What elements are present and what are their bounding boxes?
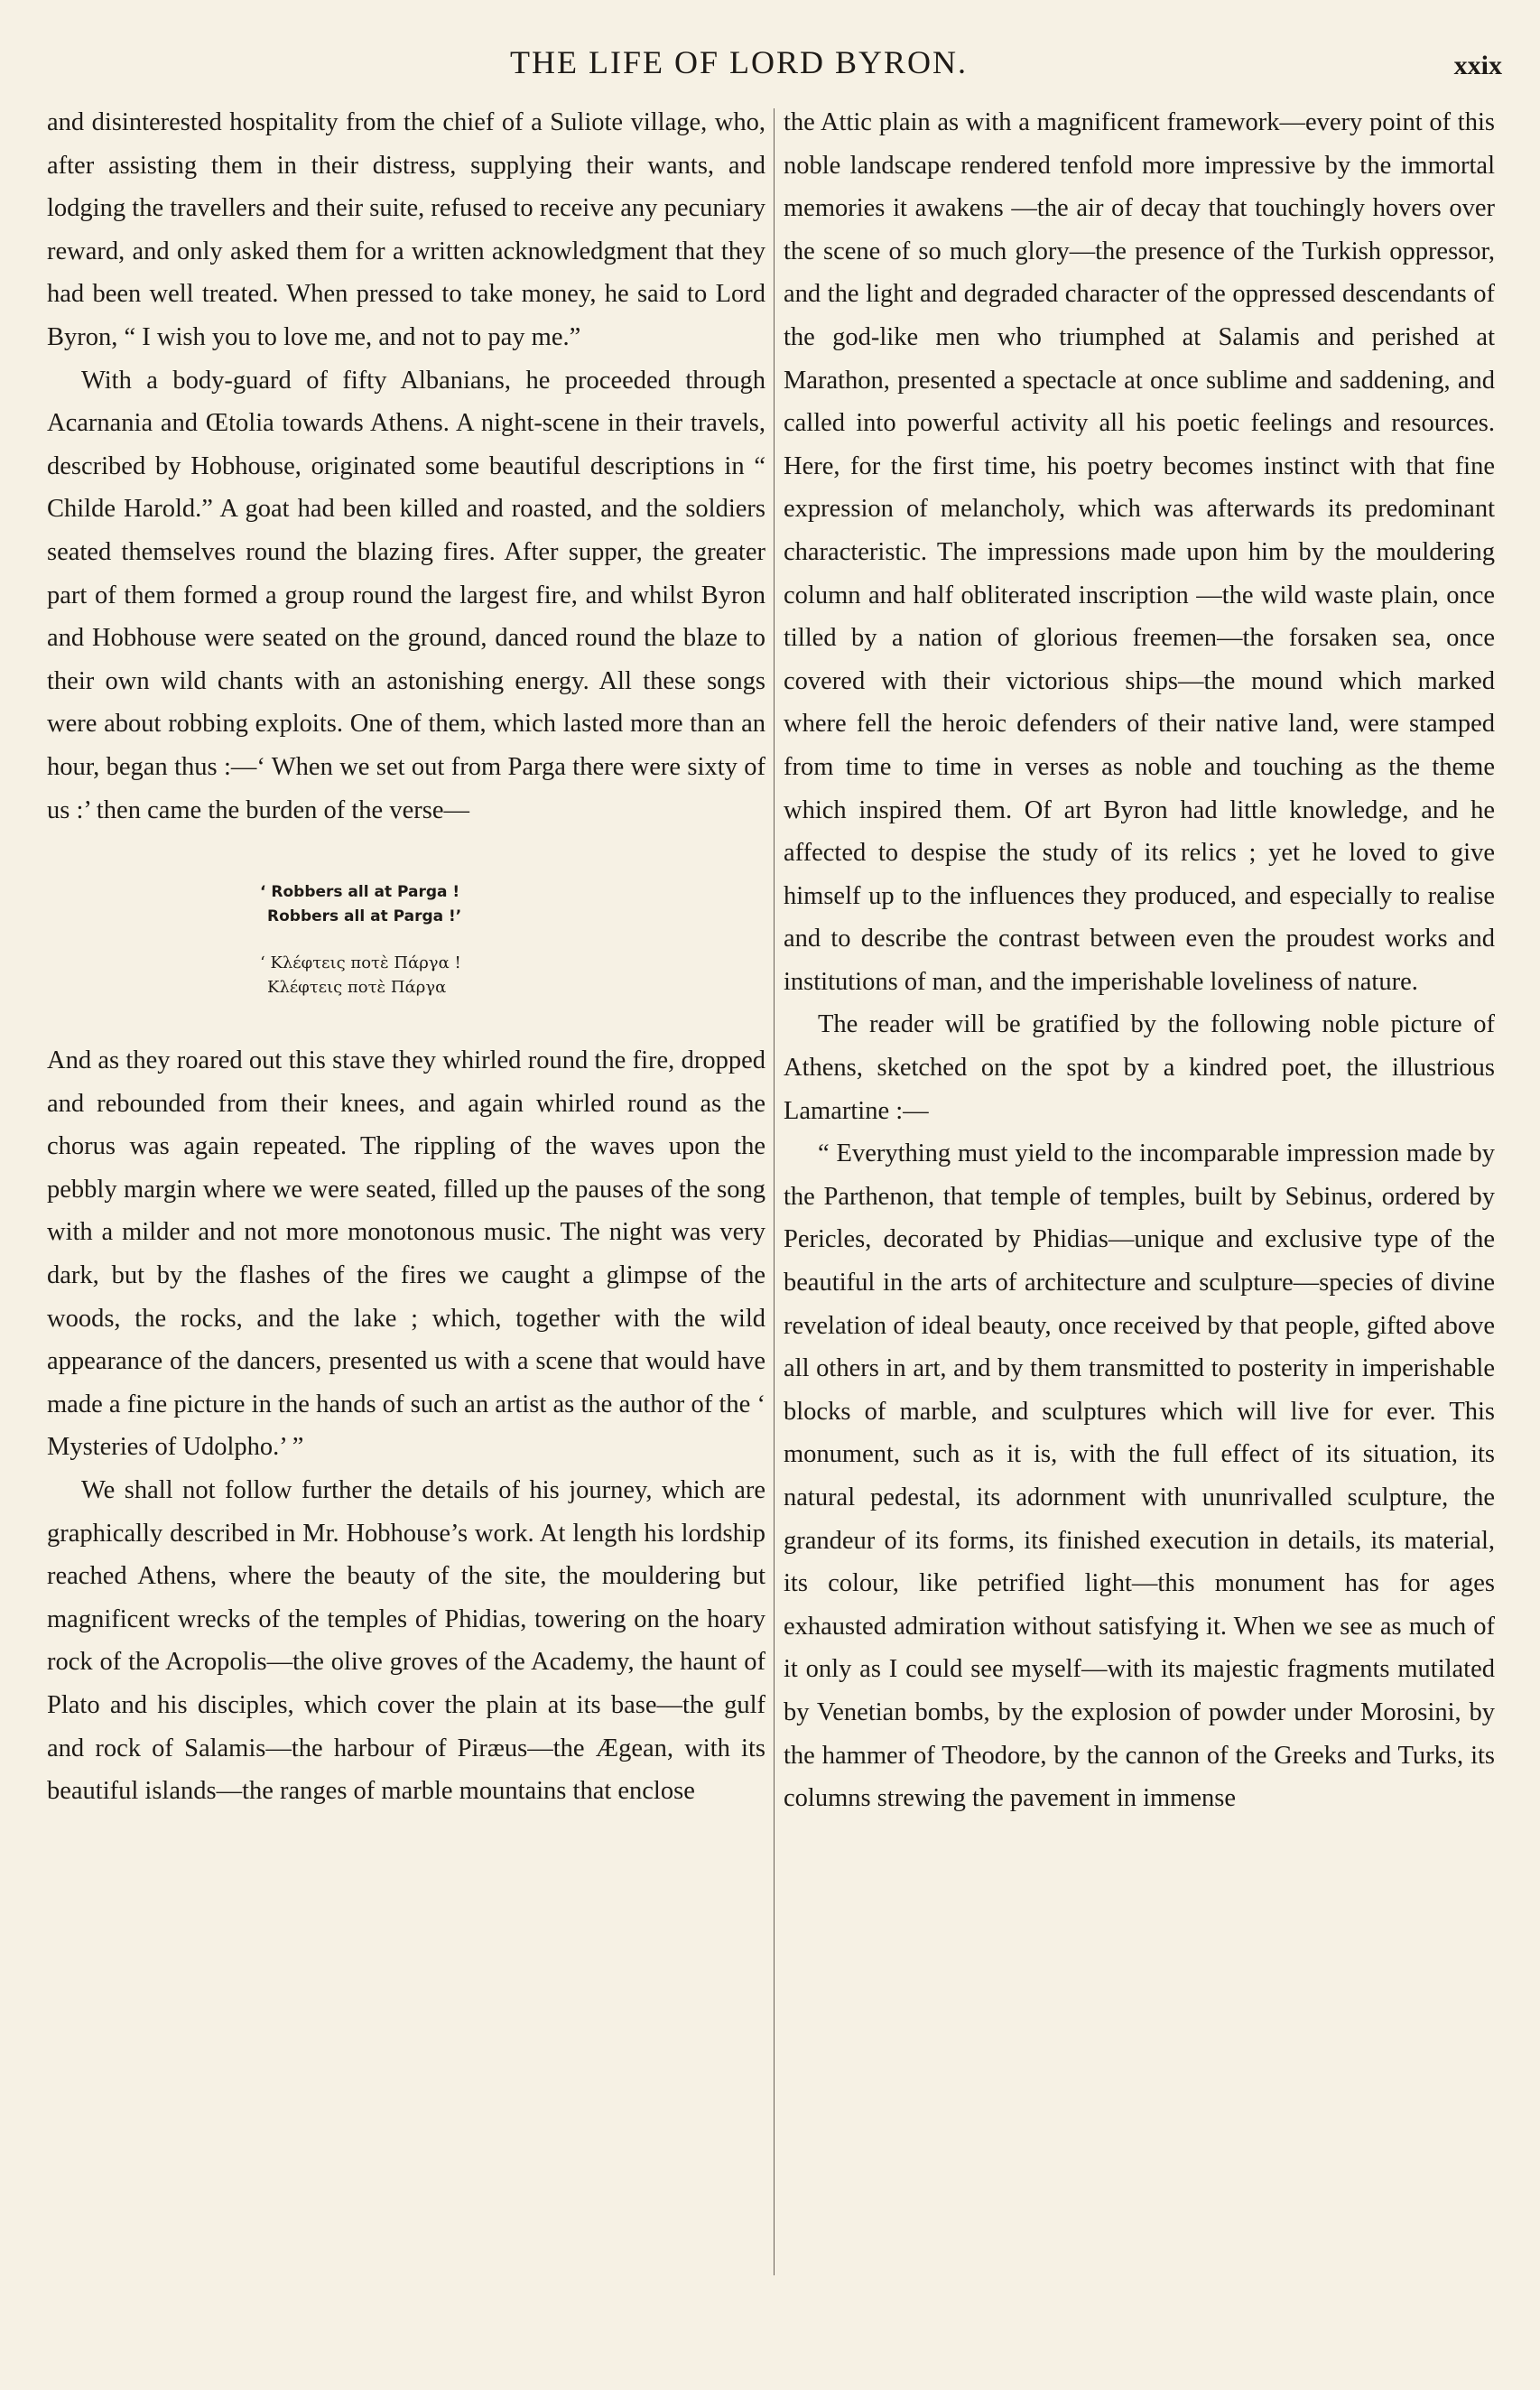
right-column bbox=[784, 101, 1495, 1820]
left-paragraph-1: and disinterested hospitality from the chief of a Suliote village, who, after assisting them in their distress, supplying their wants, and lodging the travellers and their suite, refused to receive any pecuniary reward, and only asked them for a written acknowledgment that they had been well treated. When pressed to take money, he said to Lord Byron, “ I wish you to love me, and not to pay me.” bbox=[47, 108, 765, 351]
left-paragraph-4: We shall not follow further the details of his journey, which are graphically described in Mr. Hobhouse’s work. At length his lordship reached Athens, where the beauty of the site, the mouldering but magnificent wrecks of the temples of Phidias, towering on the hoary rock of the Acropolis—the olive groves of the Academy, the haunt of Plato and his disciples, which cover the plain at its base—the gulf and rock of Salamis—the harbour of Piræus—the Ægean, with its beautiful islands—the ranges of marble mountains that enclose bbox=[47, 1476, 765, 1806]
verse-english bbox=[260, 880, 765, 929]
verse-english-line-2: Robbers all at Parga !’ bbox=[267, 907, 462, 926]
verse-greek-line-1: ‘ Κλέφτεις ποτὲ Πάργα ! bbox=[260, 953, 461, 973]
left-paragraph-3: And as they roared out this stave they whirled round the fire, dropped and rebounded from their knees, and again whirled round as the chorus was again repeated. The rippling of the waves upon the pebbly margin where we were seated, filled up the pauses of the song with a milder and not more monotonous music. The night was very dark, but by the flashes of the fires we caught a glimpse of the woods, the rocks, and the lake ; which, together with the wild appearance of the dancers, presented us with a scene that would have made a fine picture in the hands of such an artist as the author of the ‘ Mysteries of Udolpho.’ ” bbox=[47, 1046, 765, 1462]
running-head bbox=[0, 43, 1540, 98]
right-paragraph-3: “ Everything must yield to the incomparable impression made by the Parthenon, that temple of temples, built by Sebinus, ordered by Pericles, decorated by Phidias—unique and exclusive type of the beautiful in the arts of architecture and sculpture—species of divine revelation of ideal beauty, once received by that people, gifted above all others in art, and by them transmitted to posterity in imperishable blocks of marble, and sculptures which will live for ever. This monument, such as it is, with the full effect of its situation, its natural pedestal, its adornment with ununrivalled sculpture, the grandeur of its forms, its finished execution in details, its material, its colour, like petrified light—this monument has for ages exhausted admiration without satisfying it. When we see as much of it only as I could see myself—with its majestic fragments mutilated by Venetian bombs, by the explosion of powder under Morosini, by the hammer of Theodore, by the cannon of the Greeks and Turks, its columns strewing the pavement in immense bbox=[784, 1139, 1495, 1813]
verse-greek-line-2: Κλέφτεις ποτὲ Πάργα bbox=[267, 978, 447, 998]
left-column bbox=[47, 101, 765, 1813]
verse-english-line-1: ‘ Robbers all at Parga ! bbox=[260, 883, 460, 902]
verse-quotation bbox=[47, 880, 765, 1000]
right-paragraph-1: the Attic plain as with a magnificent framework—every point of this noble landscape rendered tenfold more impressive by the immortal memories it awakens —the air of decay that touchingly hovers over the scene of so much glory—the presence of the Turkish oppressor, and the light and degraded character of the oppressed descendants of the god-like men who triumphed at Salamis and perished at Marathon, presented a spectacle at once sublime and saddening, and called into powerful activity all his poetic feelings and resources. Here, for the first time, his poetry becomes instinct with that fine expression of melancholy, which was afterwards its predominant characteristic. The impressions made upon him by the mouldering column and half obliterated inscription —the wild waste plain, once tilled by a nation of glorious freemen—the forsaken sea, once covered with their victorious ships—the mound which marked where fell the heroic defenders of their native land, were stamped from time to time in verses as noble and touching as the theme which inspired them. Of art Byron had little knowledge, and he affected to despise the study of its relics ; yet he loved to give himself up to the influences they produced, and especially to realise and to describe the contrast between even the proudest works and institutions of man, and the imperishable loveliness of nature. bbox=[784, 108, 1495, 996]
right-paragraph-2: The reader will be gratified by the following noble picture of Athens, sketched on the spot by a kindred poet, the illustrious Lamartine :— bbox=[784, 1010, 1495, 1125]
running-title: THE LIFE OF LORD BYRON. bbox=[510, 44, 969, 80]
verse-greek bbox=[260, 951, 765, 1000]
page-number: xxix bbox=[1453, 51, 1502, 80]
column-divider bbox=[774, 108, 775, 2275]
left-paragraph-2: With a body-guard of fifty Albanians, he proceeded through Acarnania and Œtolia towards Athens. A night-scene in their travels, described by Hobhouse, originated some beautiful descriptions in “ Childe Harold.” A goat had been killed and roasted, and the soldiers seated themselves round the blazing fires. After supper, the greater part of them formed a group round the largest fire, and whilst Byron and Hobhouse were seated on the ground, danced round the blaze to their own wild chants with an astonishing energy. All these songs were about robbing exploits. One of them, which lasted more than an hour, began thus :—‘ When we set out from Parga there were sixty of us :’ then came the burden of the verse— bbox=[47, 366, 765, 824]
